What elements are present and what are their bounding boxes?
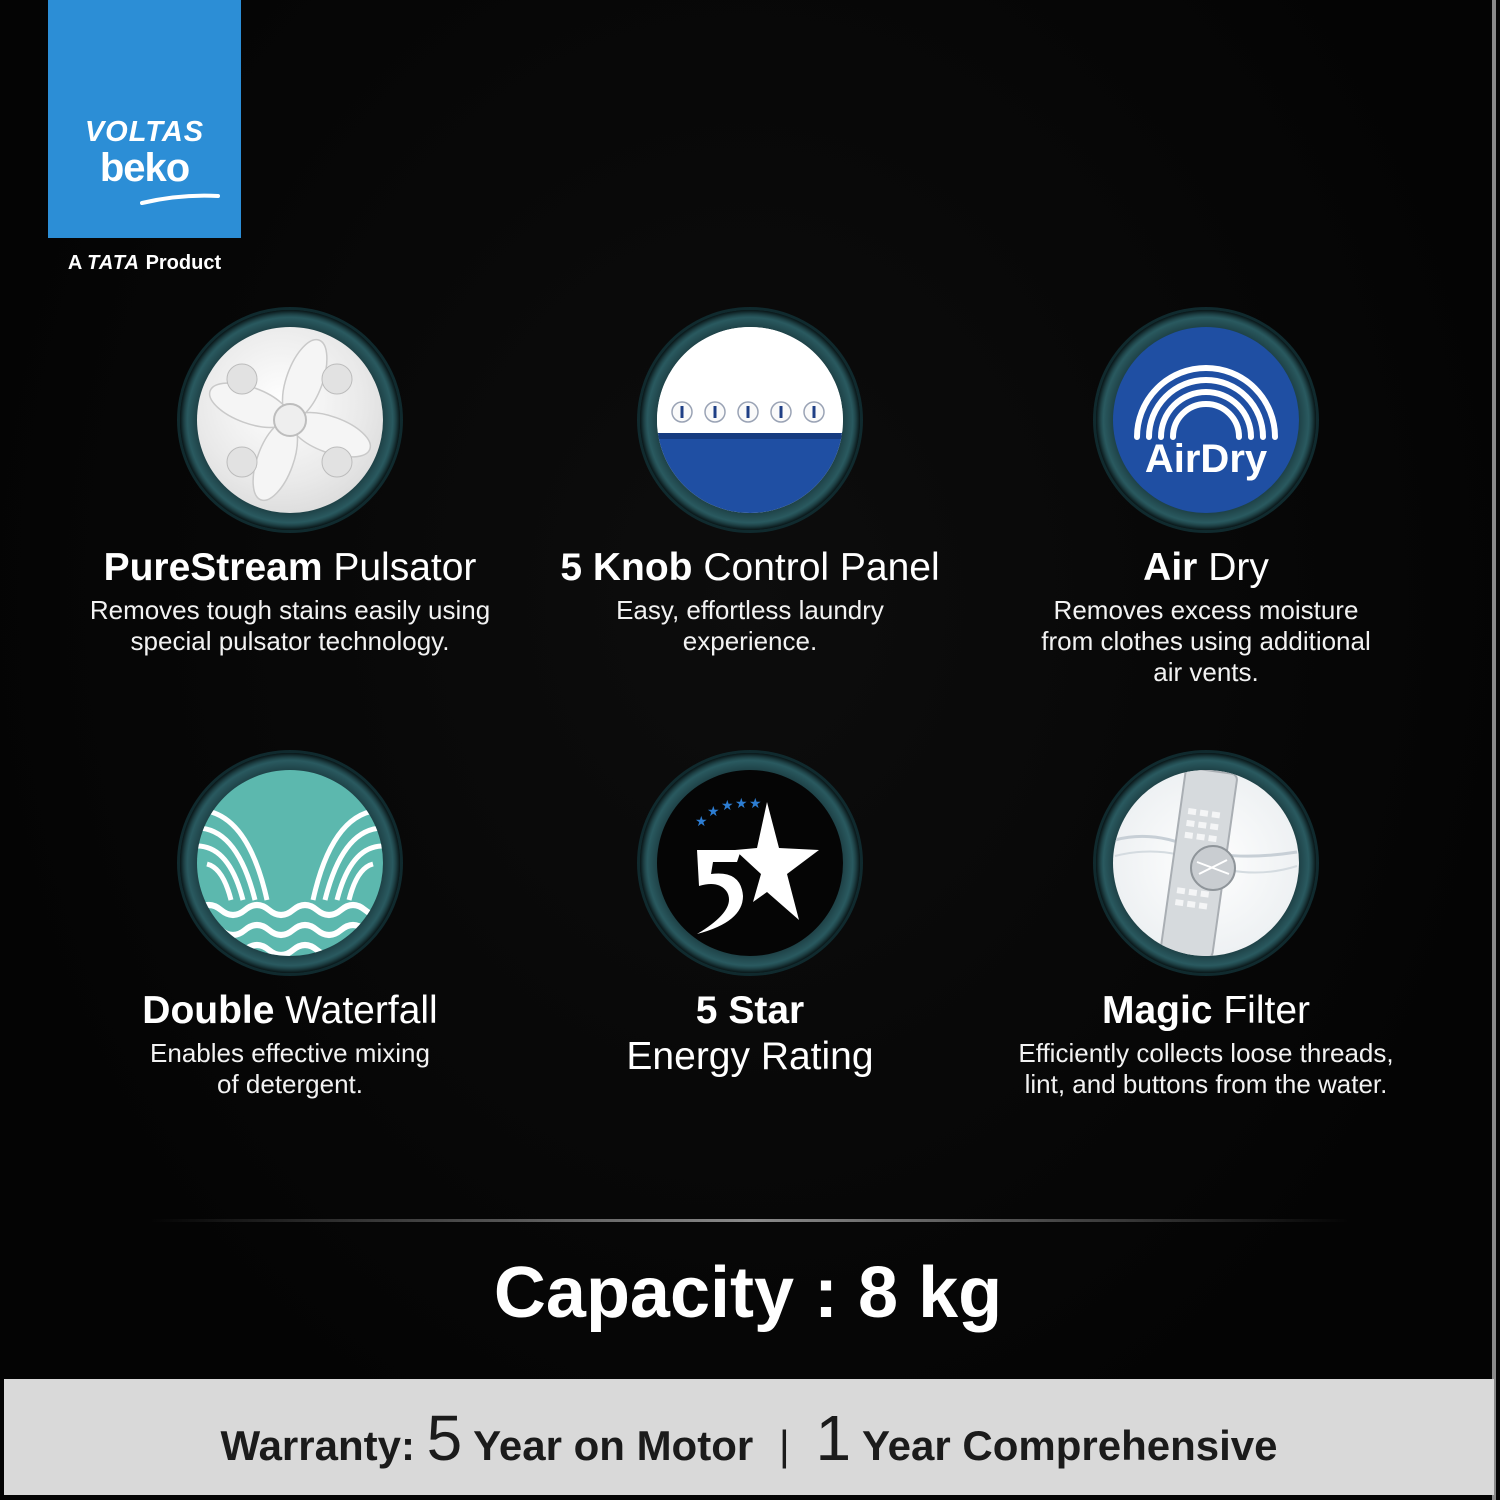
airdry-icon-label: AirDry	[1144, 437, 1268, 481]
section-divider	[150, 1219, 1350, 1222]
feature-description: Easy, effortless laundry experience.	[616, 594, 884, 656]
motor-warranty-text: Year on Motor	[473, 1422, 754, 1469]
feature-description: Enables effective mixing of detergent.	[150, 1037, 430, 1099]
warranty-label: Warranty:	[220, 1422, 415, 1469]
logo-swoosh-icon	[140, 192, 220, 206]
feature-double-waterfall	[60, 753, 520, 1100]
warranty-line	[4, 1401, 1494, 1475]
feature-description: Efficiently collects loose threads, lint, and buttons from the water.	[1018, 1037, 1394, 1099]
five-star-icon	[657, 770, 843, 956]
capacity-label: Capacity : 8 kg	[493, 1253, 1003, 1333]
airdry-icon	[1113, 327, 1299, 513]
tagline-suffix: Product	[145, 252, 222, 274]
feature-subtitle: Energy Rating	[626, 1034, 874, 1078]
feature-title: 5 Star	[695, 989, 805, 1032]
feature-air-dry	[976, 310, 1436, 688]
filter-icon	[1113, 770, 1299, 956]
warranty-separator: |	[778, 1422, 790, 1469]
control-panel-icon	[657, 327, 843, 513]
feature-magic-filter	[976, 753, 1436, 1100]
logo-beko-text: beko	[99, 146, 190, 190]
feature-five-star	[520, 753, 980, 1081]
tata-mark: TATA	[87, 252, 140, 274]
motor-years: 5	[426, 1402, 463, 1474]
feature-purestream	[60, 310, 520, 657]
logo-voltas-text: VOLTAS	[84, 116, 205, 148]
waterfall-icon	[197, 770, 383, 956]
comprehensive-warranty-text: Year Comprehensive	[861, 1422, 1278, 1469]
feature-title: PureStream Pulsator	[103, 546, 477, 589]
svg-text:★: ★	[721, 798, 734, 814]
feature-title: 5 Knob Control Panel	[560, 546, 940, 589]
feature-description: Removes excess moisture from clothes using additional air vents.	[1041, 594, 1371, 687]
svg-text:★: ★	[695, 814, 708, 830]
feature-title: Magic Filter	[1101, 989, 1311, 1032]
feature-title: Air Dry	[1143, 546, 1269, 589]
feature-title: Double Waterfall	[142, 989, 438, 1032]
comprehensive-years: 1	[815, 1402, 852, 1474]
tata-tagline	[48, 252, 241, 275]
svg-text:★: ★	[707, 804, 720, 820]
pulsator-icon	[197, 327, 383, 513]
feature-control-panel	[520, 310, 980, 657]
warranty-bar	[4, 1379, 1494, 1495]
feature-description: Removes tough stains easily using special pulsator technology.	[89, 594, 491, 656]
brand-logo	[48, 0, 241, 238]
tagline-prefix: A	[67, 252, 82, 274]
svg-text:★: ★	[735, 796, 748, 812]
svg-text:★: ★	[749, 796, 762, 812]
